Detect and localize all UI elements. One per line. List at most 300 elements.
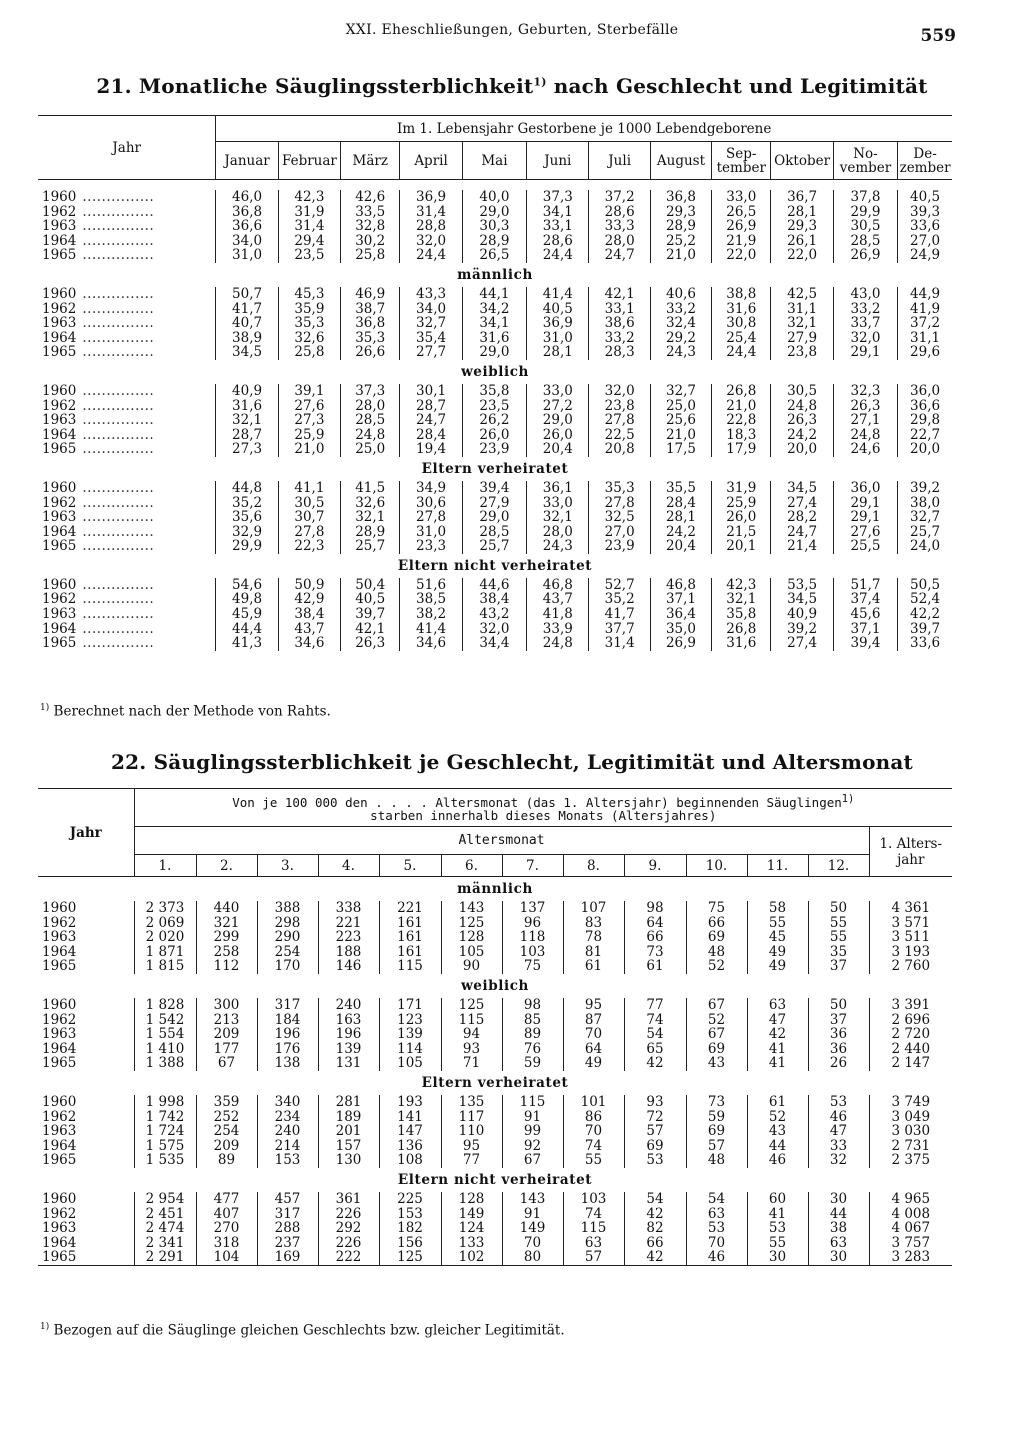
value-cell: 38,2 [400,607,462,622]
value-cell: 41,1 [278,481,340,496]
value-cell: 34,9 [400,481,462,496]
table22 [38,788,952,1266]
value-cell: 24,4 [712,345,771,360]
value-cell: 24,0 [898,539,952,554]
value-cell: 28,0 [589,234,650,249]
value-cell: 318 [196,1236,257,1251]
value-cell: 33,0 [527,496,589,511]
value-cell: 53 [686,1221,747,1236]
value-cell: 28,5 [462,525,526,540]
value-cell: 42 [624,1207,686,1222]
value-cell: 110 [441,1124,502,1139]
value-cell: 74 [624,1013,686,1028]
value-cell: 124 [441,1221,502,1236]
value-cell: 135 [441,1095,502,1110]
value-cell: 35,3 [589,481,650,496]
value-cell: 34,6 [278,636,340,651]
table-row [38,413,952,428]
year-label: 1960 [42,576,77,593]
section-label: weiblich [461,363,529,380]
value-cell: 42,6 [341,190,400,205]
value-cell: 32,6 [278,331,340,346]
value-cell: 75 [686,901,747,916]
value-cell: 33,0 [712,190,771,205]
table22-super-header: Von je 100 000 den . . . . Altersmonat (das 1. Altersjahr) beginnenden Säuglingen$^{1)}$ starben innerhalb dieses Monats (Altersjahres) [134,789,952,827]
value-cell: 63 [686,1207,747,1222]
value-cell: 42,2 [898,607,952,622]
value-cell: 3 571 [869,916,952,931]
value-cell: 29,1 [833,510,897,525]
value-cell: 66 [624,1236,686,1251]
value-cell: 52 [686,1013,747,1028]
value-cell: 57 [686,1139,747,1154]
value-cell: 26,8 [712,622,771,637]
section-label: Eltern nicht verheiratet [397,1171,593,1188]
value-cell: 31,1 [898,331,952,346]
value-cell: 21,4 [771,539,833,554]
value-cell: 59 [502,1056,563,1071]
value-cell: 37 [808,1013,869,1028]
value-cell: 48 [686,945,747,960]
value-cell: 37,7 [589,622,650,637]
table-row [38,234,952,249]
value-cell: 46 [808,1110,869,1125]
value-cell: 457 [257,1192,318,1207]
value-cell: 22,3 [278,539,340,554]
year-cell [38,1013,134,1028]
value-cell: 41,5 [341,481,400,496]
value-cell: 136 [379,1139,441,1154]
value-cell: 69 [686,1124,747,1139]
value-cell: 2 440 [869,1042,952,1057]
value-cell: 33 [808,1139,869,1154]
value-cell: 17,5 [650,442,711,457]
table-row [38,1221,952,1236]
year-label: 1964 [42,426,77,443]
value-cell: 32,5 [589,510,650,525]
value-cell: 32,0 [589,384,650,399]
table-row [38,636,952,651]
year-label: 1963 [42,1026,77,1043]
value-cell: 33,2 [833,302,897,317]
value-cell: 25,4 [712,331,771,346]
value-cell: 50,4 [341,578,400,593]
value-cell: 338 [318,901,379,916]
value-cell: 25,9 [278,428,340,443]
value-cell: 130 [318,1153,379,1168]
year-label: 1960 [42,1190,77,1207]
year-cell [38,916,134,931]
value-cell: 24,4 [527,248,589,263]
value-cell: 82 [624,1221,686,1236]
leader-dots: ............... [82,441,155,458]
table-row [38,945,952,960]
value-cell: 30,8 [712,316,771,331]
table21-super-header: Im 1. Lebensjahr Gestorbene je 1000 Lebendgeborene [216,116,952,142]
value-cell: 46,8 [527,578,589,593]
value-cell: 27,2 [527,399,589,414]
value-cell: 177 [196,1042,257,1057]
table-row [38,607,952,622]
year-cell [38,1250,134,1265]
table21-month-header: Sep- tember [712,142,771,180]
value-cell: 1 535 [134,1153,196,1168]
value-cell: 104 [196,1250,257,1265]
table22-month-header: 3. [257,855,318,877]
value-cell: 26,6 [341,345,400,360]
value-cell: 70 [563,1124,624,1139]
value-cell: 26,9 [650,636,711,651]
value-cell: 37,1 [650,592,711,607]
table-row [38,1192,952,1207]
table21-month-header: Januar [216,142,278,180]
leader-dots: ............... [82,606,155,623]
value-cell: 27,6 [278,399,340,414]
value-cell: 18,3 [712,428,771,443]
value-cell: 74 [563,1139,624,1154]
value-cell: 26,0 [527,428,589,443]
value-cell: 34,5 [771,481,833,496]
page-number: 559 [920,26,956,46]
value-cell: 189 [318,1110,379,1125]
year-cell [38,998,134,1013]
table22-month-header: 9. [624,855,686,877]
value-cell: 139 [318,1042,379,1057]
value-cell: 38,4 [278,607,340,622]
value-cell: 28,6 [589,205,650,220]
value-cell: 41,9 [898,302,952,317]
table21-month-header: Juli [589,142,650,180]
value-cell: 52,7 [589,578,650,593]
value-cell: 72 [624,1110,686,1125]
value-cell: 2 731 [869,1139,952,1154]
year-label: 1962 [42,397,77,414]
value-cell: 30,1 [400,384,462,399]
value-cell: 24,3 [650,345,711,360]
value-cell: 24,7 [400,413,462,428]
value-cell: 77 [441,1153,502,1168]
table22-month-header: 8. [563,855,624,877]
value-cell: 2 020 [134,930,196,945]
table-row [38,1139,952,1154]
leader-dots: ............... [82,576,155,593]
value-cell: 3 511 [869,930,952,945]
table-row [38,959,952,974]
value-cell: 146 [318,959,379,974]
value-cell: 46,8 [650,578,711,593]
value-cell: 33,5 [341,205,400,220]
value-cell: 42,1 [341,622,400,637]
value-cell: 125 [379,1250,441,1265]
year-label: 1965 [42,1055,77,1072]
leader-dots: ............... [82,285,155,302]
table22-title: 22. Säuglingssterblichkeit je Geschlecht, Legitimität und Altersmonat [111,750,913,774]
table-row [38,219,952,234]
value-cell: 36,4 [650,607,711,622]
value-cell: 89 [502,1027,563,1042]
value-cell: 2 147 [869,1056,952,1071]
value-cell: 36,0 [833,481,897,496]
value-cell: 32,7 [898,510,952,525]
value-cell: 317 [257,1207,318,1222]
value-cell: 26,8 [712,384,771,399]
value-cell: 26,3 [833,399,897,414]
value-cell: 67 [686,1027,747,1042]
value-cell: 29,0 [527,413,589,428]
value-cell: 38,7 [341,302,400,317]
leader-dots: ............... [82,203,155,220]
value-cell: 50,9 [278,578,340,593]
year-label: 1960 [42,996,77,1013]
value-cell: 34,5 [771,592,833,607]
year-label: 1964 [42,232,77,249]
value-cell: 27,0 [898,234,952,249]
value-cell: 36 [808,1042,869,1057]
value-cell: 27,4 [771,496,833,511]
year-cell [38,592,216,607]
value-cell: 21,9 [712,234,771,249]
value-cell: 36,8 [650,190,711,205]
value-cell: 31,6 [712,636,771,651]
value-cell: 35 [808,945,869,960]
value-cell: 23,9 [589,539,650,554]
section-label-row [38,554,952,578]
value-cell: 23,8 [589,399,650,414]
value-cell: 143 [502,1192,563,1207]
table-row [38,1056,952,1071]
section-label: weiblich [461,977,529,994]
table21-month-header: De- zember [898,142,952,180]
value-cell: 2 375 [869,1153,952,1168]
table-row [38,1110,952,1125]
year-cell [38,399,216,414]
table-row [38,998,952,1013]
year-cell [38,1139,134,1154]
value-cell: 26,1 [771,234,833,249]
value-cell: 44,9 [898,287,952,302]
table-row [38,1153,952,1168]
value-cell: 4 361 [869,901,952,916]
value-cell: 30,3 [462,219,526,234]
value-cell: 42,3 [712,578,771,593]
table-row [38,1236,952,1251]
value-cell: 1 724 [134,1124,196,1139]
value-cell: 32,3 [833,384,897,399]
value-cell: 115 [563,1221,624,1236]
value-cell: 163 [318,1013,379,1028]
value-cell: 153 [257,1153,318,1168]
year-label: 1962 [42,1011,77,1028]
value-cell: 96 [502,916,563,931]
value-cell: 43,3 [400,287,462,302]
value-cell: 31,1 [771,302,833,317]
value-cell: 36,8 [341,316,400,331]
value-cell: 20,4 [650,539,711,554]
table-row [38,248,952,263]
table21-month-header: Februar [278,142,340,180]
value-cell: 26,9 [712,219,771,234]
table-row [38,302,952,317]
table21-month-header: Juni [527,142,589,180]
year-label: 1965 [42,1249,77,1266]
value-cell: 36,7 [771,190,833,205]
value-cell: 214 [257,1139,318,1154]
section-label: männlich [457,880,533,897]
value-cell: 34,2 [462,302,526,317]
year-cell [38,636,216,651]
value-cell: 44 [747,1139,808,1154]
year-label: 1965 [42,247,77,264]
value-cell: 40,5 [527,302,589,317]
value-cell: 32,1 [771,316,833,331]
value-cell: 3 030 [869,1124,952,1139]
value-cell: 26,3 [341,636,400,651]
value-cell: 361 [318,1192,379,1207]
table-row [38,190,952,205]
value-cell: 45 [747,930,808,945]
value-cell: 1 742 [134,1110,196,1125]
value-cell: 39,2 [771,622,833,637]
year-label: 1963 [42,929,77,946]
value-cell: 33,6 [898,636,952,651]
value-cell: 22,5 [589,428,650,443]
value-cell: 20,4 [527,442,589,457]
table21-title: 21. Monatliche Säuglingssterblichkeit$^{1)}$ nach Geschlecht und Legitimität [96,74,928,98]
value-cell: 24,8 [771,399,833,414]
year-label: 1963 [42,218,77,235]
value-cell: 31,6 [216,399,278,414]
value-cell: 46 [686,1250,747,1265]
value-cell: 28,9 [341,525,400,540]
value-cell: 63 [563,1236,624,1251]
table22-month-header: 2. [196,855,257,877]
value-cell: 28,1 [771,205,833,220]
year-label: 1964 [42,1040,77,1057]
value-cell: 45,6 [833,607,897,622]
value-cell: 65 [624,1042,686,1057]
value-cell: 41,4 [400,622,462,637]
value-cell: 27,8 [400,510,462,525]
value-cell: 64 [624,916,686,931]
value-cell: 40,9 [771,607,833,622]
value-cell: 70 [502,1236,563,1251]
value-cell: 24,6 [833,442,897,457]
value-cell: 33,2 [650,302,711,317]
value-cell: 24,4 [400,248,462,263]
value-cell: 31,9 [278,205,340,220]
year-cell [38,205,216,220]
value-cell: 137 [502,901,563,916]
value-cell: 112 [196,959,257,974]
value-cell: 161 [379,930,441,945]
value-cell: 59 [686,1110,747,1125]
value-cell: 23,8 [771,345,833,360]
value-cell: 43 [686,1056,747,1071]
value-cell: 66 [624,930,686,945]
value-cell: 133 [441,1236,502,1251]
value-cell: 31,0 [216,248,278,263]
value-cell: 29,0 [462,205,526,220]
value-cell: 61 [624,959,686,974]
value-cell: 39,3 [898,205,952,220]
section-label: Eltern verheiratet [421,460,569,477]
value-cell: 21,0 [650,248,711,263]
value-cell: 128 [441,930,502,945]
leader-dots: ............... [82,344,155,361]
table-row [38,496,952,511]
value-cell: 31,6 [712,302,771,317]
value-cell: 49 [563,1056,624,1071]
value-cell: 27,1 [833,413,897,428]
value-cell: 161 [379,916,441,931]
value-cell: 44,8 [216,481,278,496]
value-cell: 80 [502,1250,563,1265]
value-cell: 29,2 [650,331,711,346]
value-cell: 54,6 [216,578,278,593]
value-cell: 17,9 [712,442,771,457]
value-cell: 32,1 [216,413,278,428]
value-cell: 39,4 [833,636,897,651]
value-cell: 35,8 [462,384,526,399]
table22-month-header: 11. [747,855,808,877]
value-cell: 63 [747,998,808,1013]
table22-jahr-header: Jahr [38,789,134,877]
leader-dots: ............... [82,315,155,332]
value-cell: 60 [747,1192,808,1207]
value-cell: 55 [747,1236,808,1251]
year-cell [38,1192,134,1207]
table-row [38,316,952,331]
value-cell: 153 [379,1207,441,1222]
value-cell: 176 [257,1042,318,1057]
value-cell: 1 998 [134,1095,196,1110]
value-cell: 42,5 [771,287,833,302]
value-cell: 2 291 [134,1250,196,1265]
value-cell: 2 373 [134,901,196,916]
value-cell: 45,3 [278,287,340,302]
value-cell: 69 [686,1042,747,1057]
value-cell: 54 [624,1192,686,1207]
value-cell: 36,9 [400,190,462,205]
value-cell: 29,1 [833,496,897,511]
section-label-row [38,457,952,481]
value-cell: 33,9 [527,622,589,637]
year-cell [38,1124,134,1139]
value-cell: 37,2 [898,316,952,331]
value-cell: 32,7 [400,316,462,331]
value-cell: 41 [747,1056,808,1071]
value-cell: 37 [808,959,869,974]
value-cell: 43 [747,1124,808,1139]
value-cell: 3 391 [869,998,952,1013]
value-cell: 1 828 [134,998,196,1013]
table22-month-header: 7. [502,855,563,877]
value-cell: 51,6 [400,578,462,593]
value-cell: 70 [563,1027,624,1042]
value-cell: 149 [502,1221,563,1236]
leader-dots: ............... [82,635,155,652]
year-cell [38,1027,134,1042]
value-cell: 20,8 [589,442,650,457]
value-cell: 29,0 [462,345,526,360]
value-cell: 27,7 [400,345,462,360]
value-cell: 24,8 [341,428,400,443]
value-cell: 50 [808,901,869,916]
leader-dots: ............... [82,189,155,205]
value-cell: 95 [563,998,624,1013]
value-cell: 94 [441,1027,502,1042]
page-header [0,22,1024,48]
